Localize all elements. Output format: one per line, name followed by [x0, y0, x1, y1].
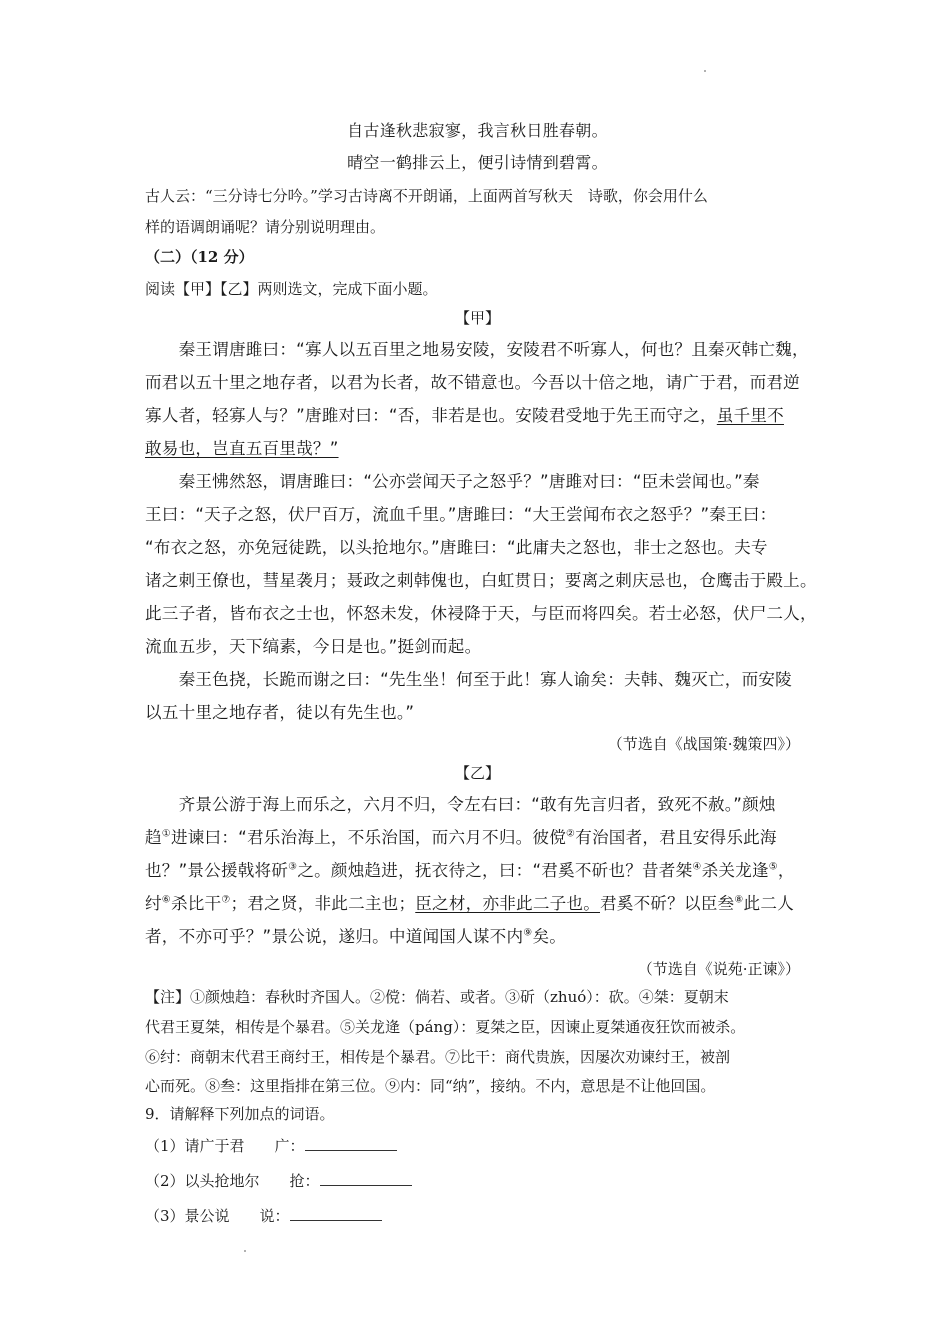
jia-line-7: “布衣之怒，亦免冠徒跣，以头抢地尔。”唐雎曰：“此庸夫之怒也，非士之怒也。夫专: [145, 538, 768, 557]
page-speck-top: [704, 70, 706, 72]
footnote-marker: ⑦: [221, 894, 231, 906]
item-text: （3）景公说: [145, 1207, 230, 1225]
jia-line-3-text: 寡人者，轻寡人与？”唐雎对曰：“否，非若是也。安陵君受地于先王而守之，: [145, 406, 717, 425]
jia-line-11: 秦王色挠，长跪而谢之曰：“先生坐！何至于此！寡人谕矣：夫韩、魏灭亡，而安陵: [145, 670, 792, 689]
passage-jia-label: 【甲】: [454, 309, 500, 327]
footnote-marker: ⑥: [161, 894, 171, 906]
footnote-marker: ⑨: [523, 927, 533, 939]
jia-line-3: [145, 402, 784, 426]
item-label: 说：: [259, 1207, 290, 1225]
footnote-marker: ⑧: [734, 894, 744, 906]
item-text: （2）以头抢地尔: [145, 1172, 260, 1190]
footnote-marker: ③: [288, 861, 298, 873]
yi-text: 进谏曰：“君乐治海上，不乐治国，而六月不归。彼傥: [170, 828, 567, 847]
yi-line-3: [145, 857, 795, 881]
question-9-item-1: [145, 1135, 397, 1156]
yi-text: 杀比干: [170, 894, 222, 913]
jia-source: （节选自《战国策·魏策四》）: [607, 735, 800, 753]
jia-line-6: 王曰：“天子之怒，伏尸百万，流血千里。”唐雎曰：“大王尝闻布衣之怒乎？”秦王曰：: [145, 505, 777, 524]
notes-line-2: 代君王夏桀，相传是个暴君。⑤关龙逄（páng）：夏桀之臣，因谏止夏桀通夜狂饮而被杀。: [145, 1018, 746, 1036]
yi-text: ，: [777, 861, 795, 880]
footnote-marker: ②: [566, 828, 576, 840]
answer-blank-2[interactable]: [320, 1171, 412, 1186]
answer-blank-3[interactable]: [290, 1206, 382, 1221]
question-intro-line-2: 样的语调朗诵呢？请分别说明理由。: [145, 218, 386, 236]
jia-line-5: 秦王怫然怒，谓唐雎曰：“公亦尝闻天子之怒乎？”唐雎对曰：“臣未尝闻也。”秦: [145, 472, 760, 491]
notes-line-1: 【注】①颜烛趋：春秋时齐国人。②傥：倘若、或者。③斫（zhuó）：砍。④桀：夏朝末: [145, 988, 729, 1006]
jia-line-8: 诸之刺王僚也，彗星袭月；聂政之刺韩傀也，白虹贯日；要离之刺庆忌也，仓鹰击于殿上。: [145, 571, 817, 590]
poem-line-2: 晴空一鹤排云上，便引诗情到碧霄。: [347, 153, 608, 172]
yi-text: 杀关龙逢: [701, 861, 769, 880]
jia-line-2: 而君以五十里之地存者，以君为长者，故不错意也。今吾以十倍之地，请广于君，而君逆: [145, 373, 800, 392]
jia-underlined-sentence-part2: 敢易也，岂直五百里哉？”: [145, 439, 339, 458]
passage-yi-label: 【乙】: [454, 764, 500, 782]
yi-text: 君奚不斫？以臣叁: [600, 894, 735, 913]
yi-text: 有治国者，君且安得乐此海: [575, 828, 777, 847]
section-heading: （二）（12 分）: [145, 248, 254, 266]
question-9-item-3: [145, 1205, 382, 1226]
yi-line-1: 齐景公游于海上而乐之，六月不归，令左右曰：“敢有先言归者，致死不赦。”颜烛: [145, 795, 776, 814]
section-instruction: 阅读【甲】【乙】两则选文，完成下面小题。: [145, 280, 438, 298]
yi-text: 此二人: [743, 894, 794, 913]
item-label: 抢：: [289, 1172, 320, 1190]
notes-line-4: 心而死。⑧叁：这里指排在第三位。⑨内：同“纳”，接纳。不内，意思是不让他回国。: [145, 1077, 716, 1095]
question-9-stem: 9．请解释下列加点的词语。: [145, 1105, 335, 1123]
item-text: （1）请广于君: [145, 1137, 245, 1155]
footnote-marker: ④: [692, 861, 702, 873]
yi-line-4: [145, 890, 794, 914]
poem-line-1: 自古逢秋悲寂寥，我言秋日胜春朝。: [347, 121, 608, 140]
question-intro-line-1: 古人云：“三分诗七分吟。”学习古诗离不开朗诵，上面两首写秋天 诗歌，你会用什么: [145, 187, 708, 205]
yi-line-2: [145, 824, 777, 848]
notes-line-3: ⑥纣：商朝末代君王商纣王，相传是个暴君。⑦比干：商代贵族，因屡次劝谏纣王，被剖: [145, 1048, 731, 1066]
question-9-item-2: [145, 1170, 412, 1191]
item-label: 广：: [274, 1137, 305, 1155]
yi-text: ；君之贤，非此二主也；: [230, 894, 416, 913]
yi-underlined-sentence: 臣之材，亦非此二子也。: [415, 894, 600, 913]
jia-line-1: 秦王谓唐雎曰：“寡人以五百里之地易安陵，安陵君不听寡人，何也？且秦灭韩亡魏，: [145, 340, 809, 359]
footnote-marker: ⑤: [768, 861, 778, 873]
yi-source: （节选自《说苑·正谏》）: [637, 960, 800, 978]
jia-line-10: 流血五步，天下缟素，今日是也。”挺剑而起。: [145, 637, 482, 656]
yi-text: 也？”景公援戟将斫: [145, 861, 289, 880]
yi-text: 矣。: [532, 927, 567, 946]
yi-line-5: [145, 923, 566, 947]
jia-underlined-sentence-part1: 虽千里不: [716, 406, 784, 425]
jia-line-9: 此三子者，皆布衣之士也，怀怒未发，休祲降于天，与臣而将四矣。若士必怒，伏尸二人，: [145, 604, 817, 623]
answer-blank-1[interactable]: [305, 1136, 397, 1151]
yi-text: 纣: [145, 894, 162, 913]
footnote-marker: ①: [161, 828, 171, 840]
yi-text: 者，不亦可乎？”景公说，遂归。中道闻国人谋不内: [145, 927, 524, 946]
page-speck-bottom: [244, 1250, 246, 1252]
yi-text: 之。颜烛趋进，抚衣待之，曰：“君奚不斫也？昔者桀: [297, 861, 693, 880]
jia-line-12: 以五十里之地存者，徒以有先生也。”: [145, 703, 415, 722]
yi-text: 趋: [145, 828, 162, 847]
